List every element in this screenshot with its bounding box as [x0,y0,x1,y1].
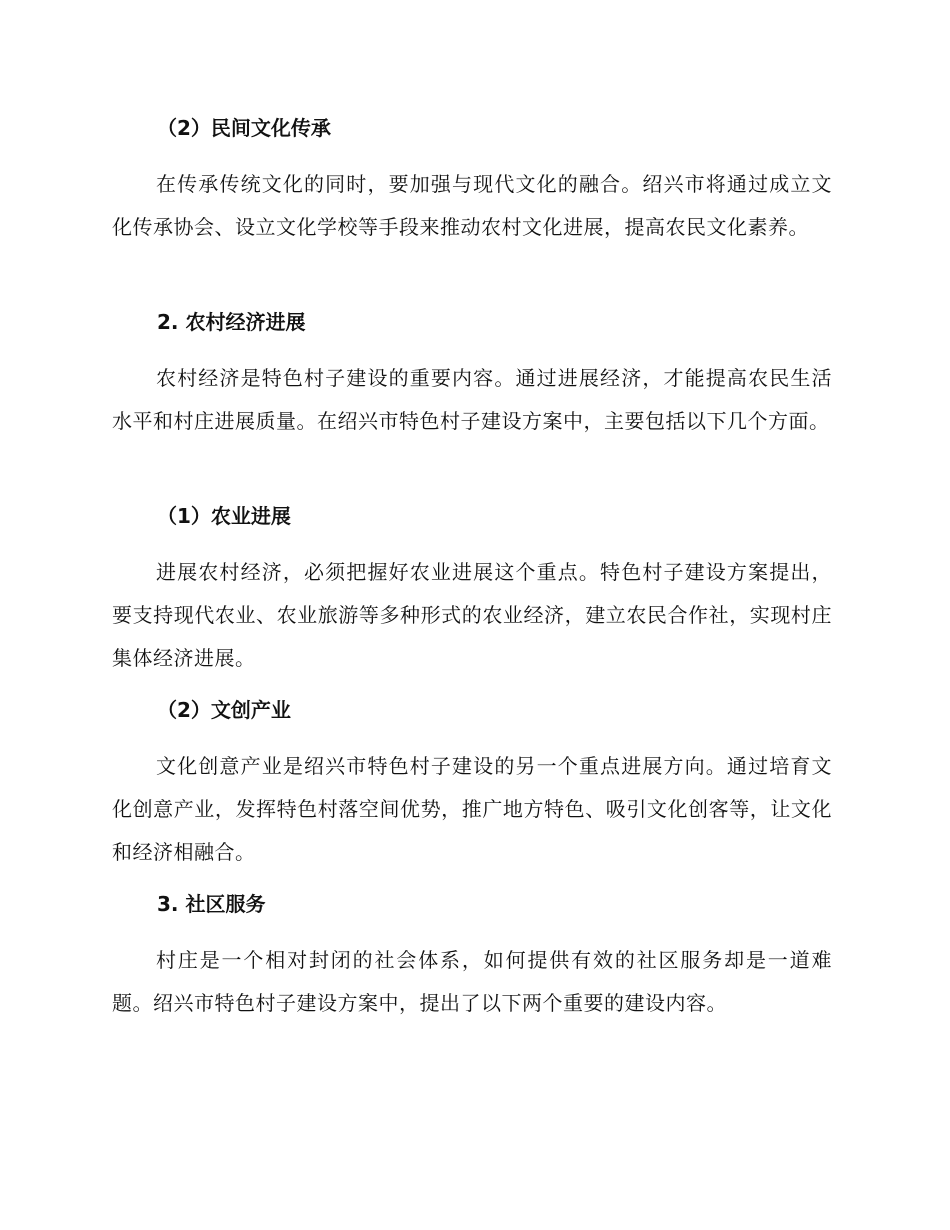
section-heading-cultural-creative: （2）文创产业 [157,698,291,722]
paragraph-agriculture: 进展农村经济，必须把握好农业进展这个重点。特色村子建设方案提出，要支持现代农业、农业旅游等多种形式的农业经济，建立农民合作社，实现村庄集体经济进展。 [112,560,832,670]
paragraph-folk-culture: 在传承传统文化的同时，要加强与现代文化的融合。绍兴市将通过成立文化传承协会、设立文化学校等手段来推动农村文化进展，提高农民文化素养。 [112,172,832,239]
paragraph-community-service: 村庄是一个相对封闭的社会体系，如何提供有效的社区服务却是一道难题。绍兴市特色村子建设方案中，提出了以下两个重要的建设内容。 [112,948,832,1015]
paragraph-rural-economy: 农村经济是特色村子建设的重要内容。通过进展经济，才能提高农民生活水平和村庄进展质量。在绍兴市特色村子建设方案中，主要包括以下几个方面。 [112,366,832,433]
section-heading-rural-economy: 2. 农村经济进展 [157,310,306,334]
section-heading-folk-culture: （2）民间文化传承 [157,116,331,140]
section-heading-agriculture: （1）农业进展 [157,504,291,528]
paragraph-cultural-creative: 文化创意产业是绍兴市特色村子建设的另一个重点进展方向。通过培育文化创意产业，发挥特色村落空间优势，推广地方特色、吸引文化创客等，让文化和经济相融合。 [112,754,832,864]
section-heading-community-service: 3. 社区服务 [157,892,266,916]
